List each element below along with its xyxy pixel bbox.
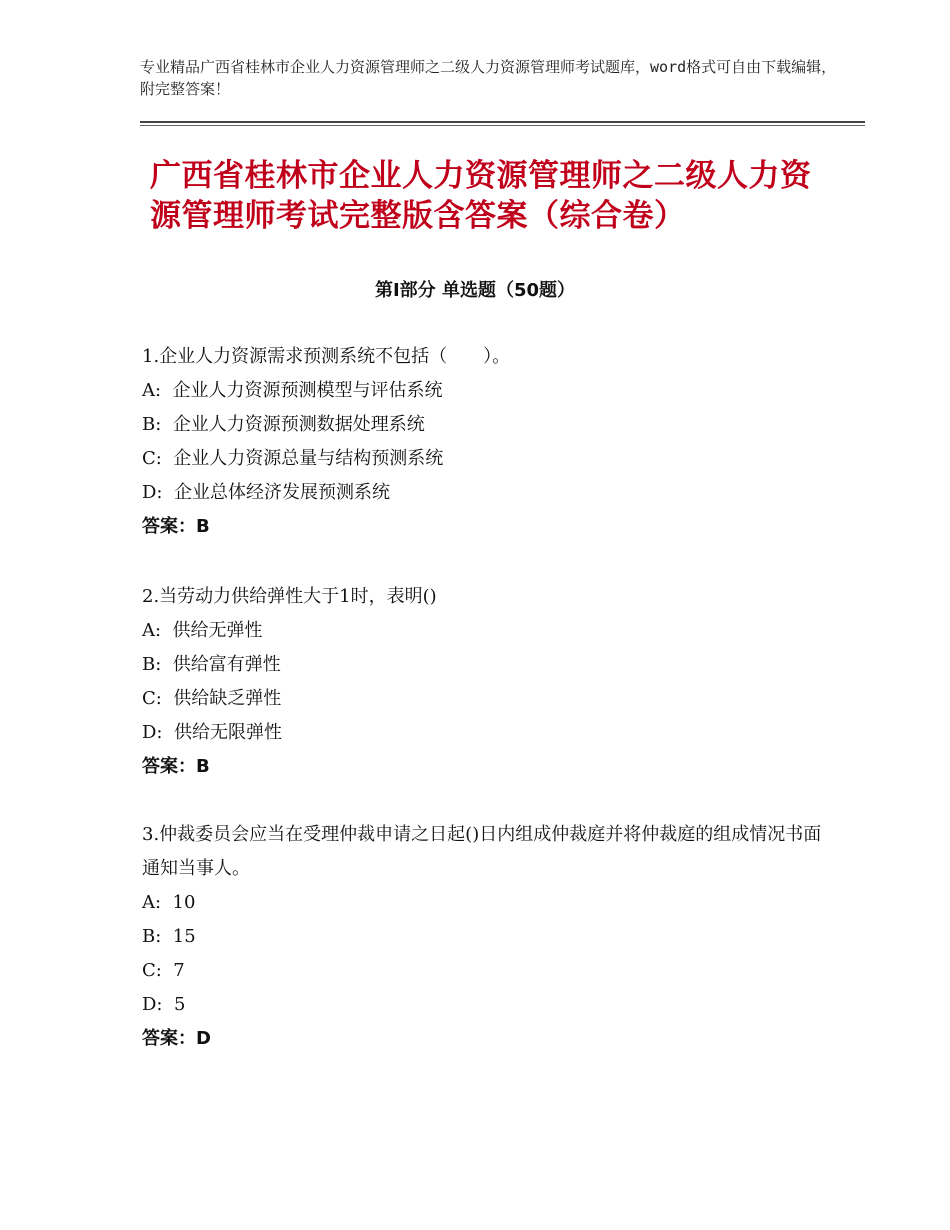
option-a: A: 供给无弹性 — [142, 620, 263, 641]
option-c: C: 7 — [142, 960, 185, 981]
answer-line: 答案：B — [142, 756, 210, 777]
option-c: C: 企业人力资源总量与结构预测系统 — [142, 448, 444, 469]
option-d: D: 企业总体经济发展预测系统 — [142, 482, 390, 503]
option-a: A: 10 — [142, 892, 196, 913]
option-c: C: 供给缺乏弹性 — [142, 688, 282, 709]
header-rule-thin — [140, 125, 865, 126]
question-stem: 3.仲裁委员会应当在受理仲裁申请之日起()日内组成仲裁庭并将仲裁庭的组成情况书面通知当事人。 — [142, 824, 822, 879]
option-a: A: 企业人力资源预测模型与评估系统 — [142, 380, 443, 401]
answer-line: 答案：D — [142, 1028, 211, 1049]
question-block — [142, 580, 822, 784]
option-b: B: 企业人力资源预测数据处理系统 — [142, 414, 425, 435]
option-b: B: 15 — [142, 926, 196, 947]
question-stem: 2.当劳动力供给弹性大于1时，表明() — [142, 586, 437, 607]
header-rule — [140, 121, 865, 123]
option-d: D: 5 — [142, 994, 186, 1015]
header-note: 专业精品广西省桂林市企业人力资源管理师之二级人力资源管理师考试题库，word格式可自由下载编辑，附完整答案！ — [140, 58, 837, 98]
section-heading: 第Ⅰ部分 单选题（50题） — [374, 280, 575, 301]
question-stem: 1.企业人力资源需求预测系统不包括（ ）。 — [142, 346, 511, 367]
document-title: 广西省桂林市企业人力资源管理师之二级人力资源管理师考试完整版含答案（综合卷） — [150, 158, 812, 234]
question-block — [142, 818, 822, 1056]
answer-line: 答案：B — [142, 516, 210, 537]
option-b: B: 供给富有弹性 — [142, 654, 281, 675]
question-block — [142, 340, 822, 544]
option-d: D: 供给无限弹性 — [142, 722, 282, 743]
